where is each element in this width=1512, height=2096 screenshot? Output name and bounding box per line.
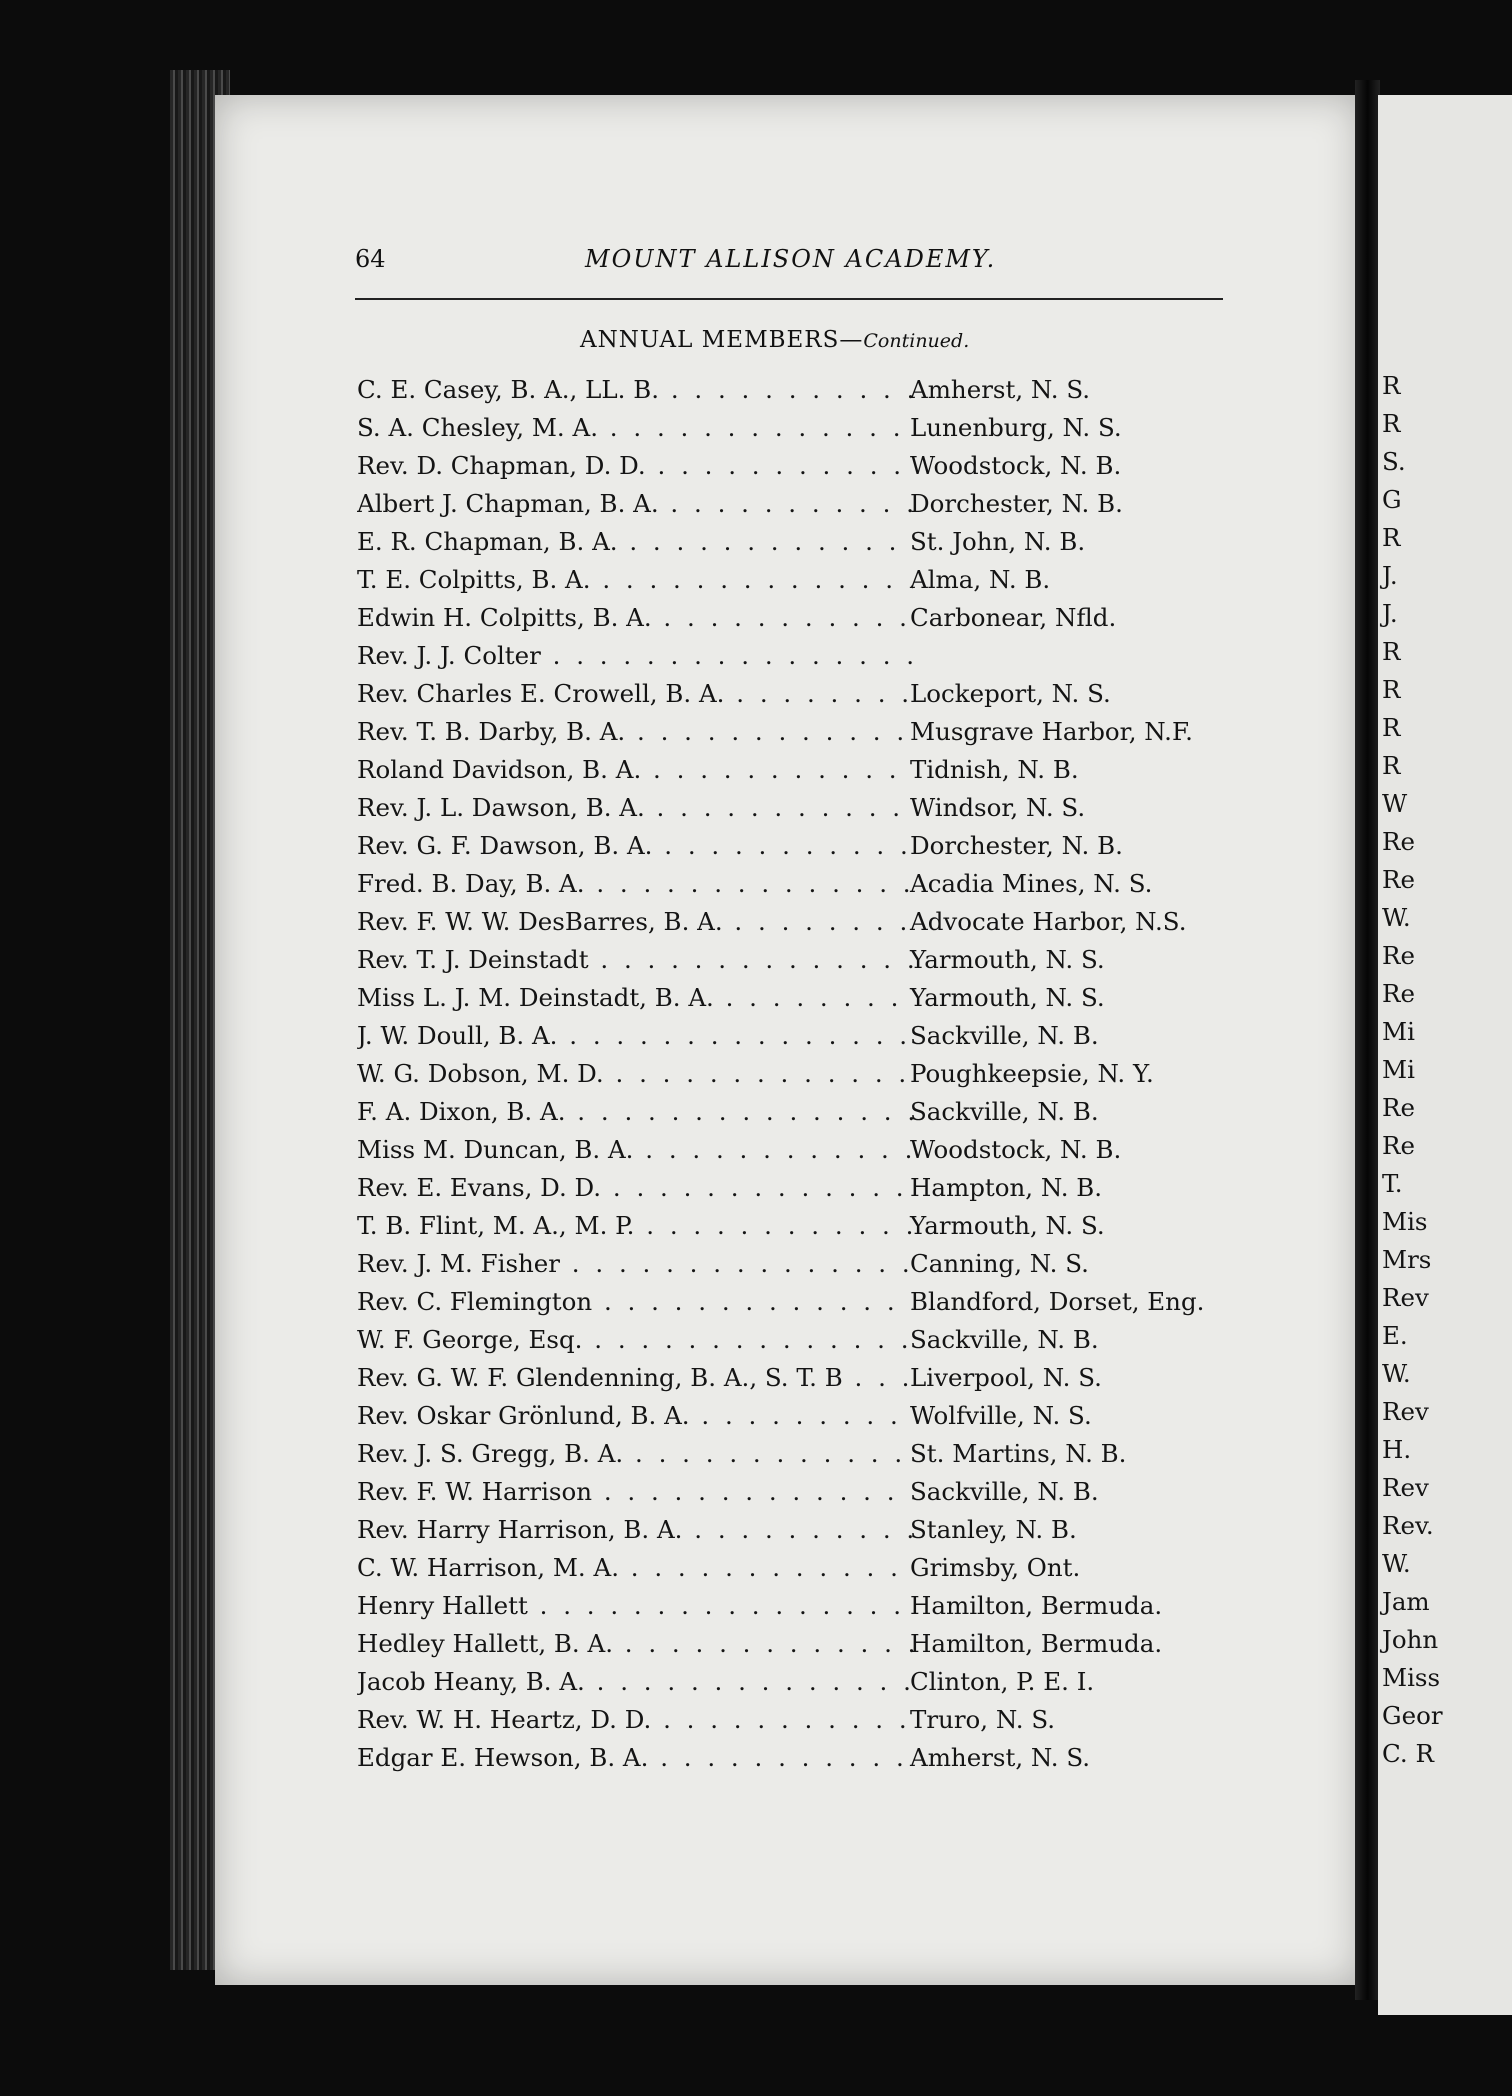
member-place: Hamilton, Bermuda. <box>910 1591 1163 1620</box>
facing-page-fragment: W <box>1382 789 1408 818</box>
facing-page-fragment: Re <box>1382 1131 1415 1160</box>
member-name: Rev. J. S. Gregg, B. A. . . . <box>357 1439 913 1468</box>
section-heading <box>580 327 969 353</box>
member-place: Stanley, N. B. <box>910 1515 1077 1544</box>
facing-page-fragment: Mrs <box>1382 1245 1432 1274</box>
facing-page-fragment: J. <box>1382 599 1398 628</box>
page-header <box>355 245 1235 290</box>
member-name: Rev. F. W. Harrison . . . <box>357 1477 913 1506</box>
member-name: Roland Davidson, B. A. . . . <box>357 755 913 784</box>
header-rule <box>355 298 1223 300</box>
member-place: Yarmouth, N. S. <box>910 945 1105 974</box>
member-name: Rev. E. Evans, D. D. . . . <box>357 1173 913 1202</box>
facing-page-fragment: Rev <box>1382 1283 1429 1312</box>
member-name: Rev. T. B. Darby, B. A. . . . <box>357 717 913 746</box>
member-place: Dorchester, N. B. <box>910 831 1123 860</box>
member-place: Sackville, N. B. <box>910 1477 1099 1506</box>
member-place: Lunenburg, N. S. <box>910 413 1122 442</box>
list-item <box>357 1477 1237 1515</box>
facing-page-fragment: Miss <box>1382 1663 1441 1692</box>
member-name: Henry Hallett . . . <box>357 1591 913 1620</box>
facing-page-fragment: R <box>1382 637 1401 666</box>
member-place: Blandford, Dorset, Eng. <box>910 1287 1205 1316</box>
member-place: Canning, N. S. <box>910 1249 1089 1278</box>
list-item <box>357 907 1237 945</box>
member-place: Grimsby, Ont. <box>910 1553 1081 1582</box>
member-place: Sackville, N. B. <box>910 1021 1099 1050</box>
list-item <box>357 1097 1237 1135</box>
facing-page-fragment: G <box>1382 485 1402 514</box>
member-place: Dorchester, N. B. <box>910 489 1123 518</box>
list-item <box>357 489 1237 527</box>
facing-page-fragment: R <box>1382 523 1401 552</box>
member-place: Clinton, P. E. I. <box>910 1667 1095 1696</box>
member-place: Musgrave Harbor, N.F. <box>910 717 1193 746</box>
member-name: Jacob Heany, B. A. . . . <box>357 1667 913 1696</box>
member-name: F. A. Dixon, B. A. . . . <box>357 1097 913 1126</box>
member-name: Rev. D. Chapman, D. D. . . . <box>357 451 913 480</box>
facing-page-fragment: Jam <box>1382 1587 1430 1616</box>
list-item <box>357 1439 1237 1477</box>
section-heading-text: ANNUAL MEMBERS— <box>580 327 864 353</box>
member-name: Rev. T. J. Deinstadt . . . <box>357 945 913 974</box>
facing-page-fragment: John <box>1382 1625 1439 1654</box>
member-name: C. E. Casey, B. A., LL. B. . . . <box>357 375 913 404</box>
member-place: Sackville, N. B. <box>910 1325 1099 1354</box>
facing-page-fragment: E. <box>1382 1321 1408 1350</box>
member-name: T. B. Flint, M. A., M. P. . . . <box>357 1211 913 1240</box>
member-name: Edgar E. Hewson, B. A. . . . <box>357 1743 913 1772</box>
facing-page-fragment: Re <box>1382 827 1415 856</box>
list-item <box>357 375 1237 413</box>
member-place: Yarmouth, N. S. <box>910 1211 1105 1240</box>
member-place: Lockeport, N. S. <box>910 679 1111 708</box>
list-item <box>357 793 1237 831</box>
facing-page-fragment: W. <box>1382 903 1411 932</box>
facing-page-fragment: Re <box>1382 979 1415 1008</box>
list-item <box>357 1743 1237 1781</box>
list-item <box>357 1553 1237 1591</box>
member-name: Rev. G. W. F. Glendenning, B. A., S. T. B . . . <box>357 1363 913 1392</box>
list-item <box>357 603 1237 641</box>
member-place: Woodstock, N. B. <box>910 451 1122 480</box>
member-name: J. W. Doull, B. A. . . . <box>357 1021 913 1050</box>
list-item <box>357 1249 1237 1287</box>
facing-page-fragment: C. R <box>1382 1739 1434 1768</box>
member-name: Miss L. J. M. Deinstadt, B. A. . . . <box>357 983 913 1012</box>
member-place: St. John, N. B. <box>910 527 1086 556</box>
list-item <box>357 1667 1237 1705</box>
member-name: Rev. J. J. Colter . . . <box>357 641 913 670</box>
facing-page-fragment: R <box>1382 751 1401 780</box>
member-name: Miss M. Duncan, B. A. . . . <box>357 1135 913 1164</box>
member-name: Hedley Hallett, B. A. . . . <box>357 1629 913 1658</box>
member-place: Woodstock, N. B. <box>910 1135 1122 1164</box>
member-place: Alma, N. B. <box>910 565 1051 594</box>
list-item <box>357 1211 1237 1249</box>
member-name: Edwin H. Colpitts, B. A. . . . <box>357 603 913 632</box>
facing-page-fragment: W. <box>1382 1549 1411 1578</box>
member-name: W. F. George, Esq. . . . <box>357 1325 913 1354</box>
member-name: Rev. Oskar Grönlund, B. A. . . . <box>357 1401 913 1430</box>
facing-page-fragment: Re <box>1382 865 1415 894</box>
member-name: E. R. Chapman, B. A. . . . <box>357 527 913 556</box>
member-name: Rev. J. L. Dawson, B. A. . . . <box>357 793 913 822</box>
member-place: Wolfville, N. S. <box>910 1401 1092 1430</box>
member-place: Advocate Harbor, N.S. <box>910 907 1187 936</box>
list-item <box>357 527 1237 565</box>
facing-page-fragment: J. <box>1382 561 1398 590</box>
facing-page-fragment: R <box>1382 409 1401 438</box>
facing-page-fragment: Re <box>1382 941 1415 970</box>
facing-page-fragment: R <box>1382 713 1401 742</box>
member-place: Carbonear, Nfld. <box>910 603 1117 632</box>
member-name: T. E. Colpitts, B. A. . . . <box>357 565 913 594</box>
member-place: Yarmouth, N. S. <box>910 983 1105 1012</box>
list-item <box>357 945 1237 983</box>
member-place: St. Martins, N. B. <box>910 1439 1127 1468</box>
list-item <box>357 1135 1237 1173</box>
member-name: Rev. Harry Harrison, B. A. . . . <box>357 1515 913 1544</box>
book-gutter <box>1355 80 1380 2000</box>
member-place: Poughkeepsie, N. Y. <box>910 1059 1154 1088</box>
list-item <box>357 983 1237 1021</box>
facing-page-fragment: Rev. <box>1382 1511 1434 1540</box>
member-place: Windsor, N. S. <box>910 793 1086 822</box>
facing-page-fragment: Mis <box>1382 1207 1428 1236</box>
facing-page-fragment: R <box>1382 371 1401 400</box>
facing-page <box>1378 95 1512 2015</box>
list-item <box>357 451 1237 489</box>
member-name: C. W. Harrison, M. A. . . . <box>357 1553 913 1582</box>
facing-page-fragment: Re <box>1382 1093 1415 1122</box>
member-name: Rev. F. W. W. DesBarres, B. A. . . . <box>357 907 913 936</box>
list-item <box>357 413 1237 451</box>
facing-page-column <box>1378 371 1512 1777</box>
member-place: Tidnish, N. B. <box>910 755 1079 784</box>
list-item <box>357 1363 1237 1401</box>
list-item <box>357 1401 1237 1439</box>
member-place: Liverpool, N. S. <box>910 1363 1102 1392</box>
member-name: W. G. Dobson, M. D. . . . <box>357 1059 913 1088</box>
list-item <box>357 1021 1237 1059</box>
running-title: MOUNT ALLISON ACADEMY. <box>585 245 997 273</box>
facing-page-fragment: W. <box>1382 1359 1411 1388</box>
member-name: S. A. Chesley, M. A. . . . <box>357 413 913 442</box>
facing-page-fragment: Mi <box>1382 1055 1415 1084</box>
list-item <box>357 755 1237 793</box>
list-item <box>357 1287 1237 1325</box>
member-place: Truro, N. S. <box>910 1705 1056 1734</box>
list-item <box>357 679 1237 717</box>
facing-page-fragment: Geor <box>1382 1701 1443 1730</box>
member-name: Rev. C. Flemington . . . <box>357 1287 913 1316</box>
section-heading-suffix: Continued. <box>863 330 970 352</box>
page-number: 64 <box>355 245 386 273</box>
member-list <box>357 375 1237 1781</box>
list-item <box>357 565 1237 603</box>
member-place: Acadia Mines, N. S. <box>910 869 1153 898</box>
facing-page-fragment: Rev <box>1382 1397 1429 1426</box>
member-place: Amherst, N. S. <box>910 375 1091 404</box>
list-item <box>357 1629 1237 1667</box>
list-item <box>357 1325 1237 1363</box>
list-item <box>357 1515 1237 1553</box>
member-name: Albert J. Chapman, B. A. . . . <box>357 489 913 518</box>
facing-page-fragment: H. <box>1382 1435 1412 1464</box>
list-item <box>357 1705 1237 1743</box>
facing-page-fragment: T. <box>1382 1169 1403 1198</box>
member-place: Sackville, N. B. <box>910 1097 1099 1126</box>
member-name: Rev. J. M. Fisher . . . <box>357 1249 913 1278</box>
list-item <box>357 717 1237 755</box>
list-item <box>357 1173 1237 1211</box>
member-place: Hampton, N. B. <box>910 1173 1103 1202</box>
list-item <box>357 869 1237 907</box>
member-name: Rev. G. F. Dawson, B. A. . . . <box>357 831 913 860</box>
list-item <box>357 1591 1237 1629</box>
facing-page-fragment: Mi <box>1382 1017 1415 1046</box>
list-item <box>357 831 1237 869</box>
member-name: Fred. B. Day, B. A. . . . <box>357 869 913 898</box>
member-name: Rev. W. H. Heartz, D. D. . . . <box>357 1705 913 1734</box>
member-place: Amherst, N. S. <box>910 1743 1091 1772</box>
member-name: Rev. Charles E. Crowell, B. A. . . . <box>357 679 913 708</box>
member-place: Hamilton, Bermuda. <box>910 1629 1163 1658</box>
list-item <box>357 641 1237 679</box>
facing-page-fragment: Rev <box>1382 1473 1429 1502</box>
facing-page-fragment: R <box>1382 675 1401 704</box>
left-page <box>215 95 1360 1985</box>
list-item <box>357 1059 1237 1097</box>
facing-page-fragment: S. <box>1382 447 1406 476</box>
